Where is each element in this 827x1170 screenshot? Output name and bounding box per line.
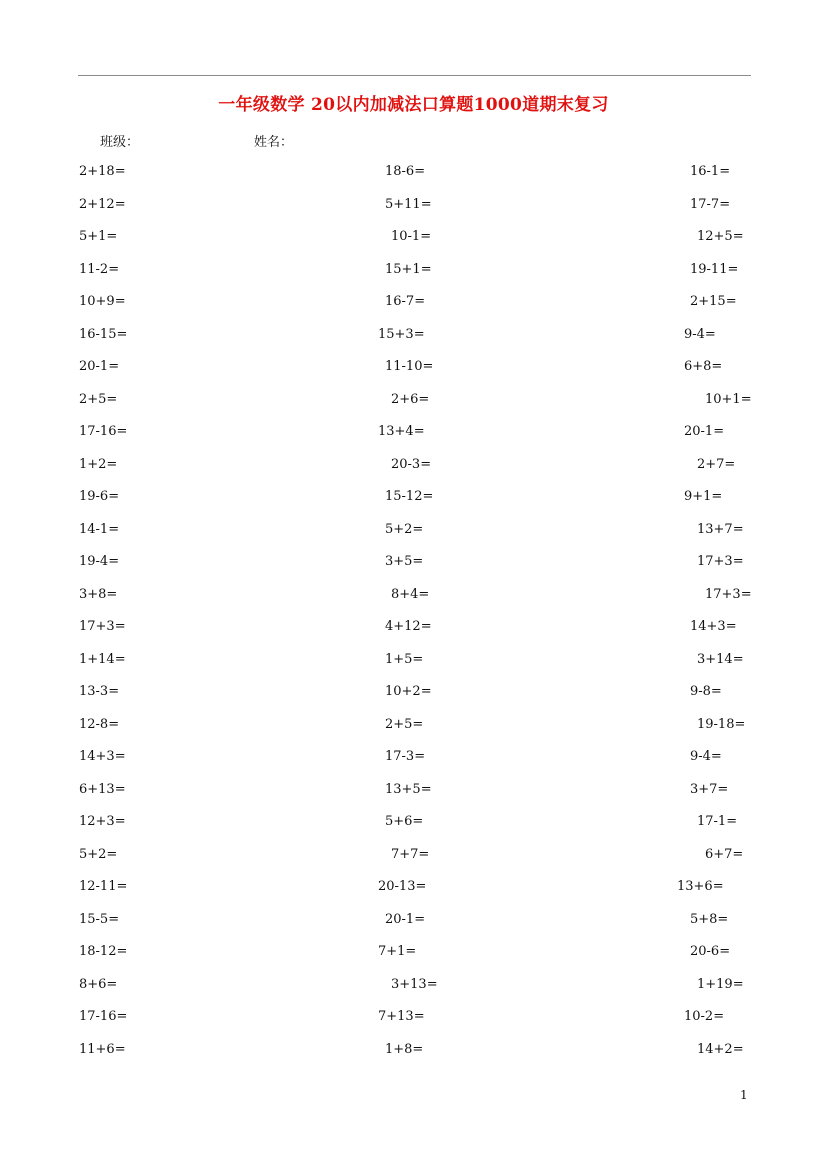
arithmetic-problem: 2+5= (79, 392, 118, 407)
arithmetic-problem: 17-3= (385, 749, 426, 764)
arithmetic-problem: 10-1= (391, 229, 432, 244)
arithmetic-problem: 20-3= (391, 457, 432, 472)
arithmetic-problem: 6+8= (684, 359, 723, 374)
arithmetic-problem: 18-6= (385, 164, 426, 179)
arithmetic-problem: 15+1= (385, 262, 432, 277)
arithmetic-problem: 1+5= (385, 652, 424, 667)
arithmetic-problem: 19-18= (697, 717, 746, 732)
arithmetic-problem: 3+13= (391, 977, 438, 992)
arithmetic-problem: 13+6= (677, 879, 724, 894)
arithmetic-problem: 7+13= (378, 1009, 425, 1024)
arithmetic-problem: 13+5= (385, 782, 432, 797)
header-rule (78, 75, 751, 76)
arithmetic-problem: 5+11= (385, 197, 432, 212)
arithmetic-problem: 2+5= (385, 717, 424, 732)
arithmetic-problem: 10+2= (385, 684, 432, 699)
arithmetic-problem: 1+14= (79, 652, 126, 667)
arithmetic-problem: 17+3= (79, 619, 126, 634)
arithmetic-problem: 17-16= (79, 424, 128, 439)
arithmetic-problem: 12+5= (697, 229, 744, 244)
arithmetic-problem: 3+8= (79, 587, 118, 602)
arithmetic-problem: 19-6= (79, 489, 120, 504)
arithmetic-problem: 7+7= (391, 847, 430, 862)
name-field-label: 姓名： (254, 135, 294, 150)
arithmetic-problem: 17-7= (690, 197, 731, 212)
arithmetic-problem: 14+3= (79, 749, 126, 764)
arithmetic-problem: 2+18= (79, 164, 126, 179)
arithmetic-problem: 8+4= (391, 587, 430, 602)
arithmetic-problem: 9+1= (684, 489, 723, 504)
arithmetic-problem: 9-8= (690, 684, 722, 699)
arithmetic-problem: 2+7= (697, 457, 736, 472)
arithmetic-problem: 3+14= (697, 652, 744, 667)
arithmetic-problem: 2+12= (79, 197, 126, 212)
arithmetic-problem: 13-3= (79, 684, 120, 699)
page-number: 1 (740, 1088, 748, 1102)
arithmetic-problem: 16-7= (385, 294, 426, 309)
arithmetic-problem: 20-6= (690, 944, 731, 959)
arithmetic-problem: 11-2= (79, 262, 120, 277)
arithmetic-problem: 12-8= (79, 717, 120, 732)
arithmetic-problem: 20-1= (385, 912, 426, 927)
arithmetic-problem: 16-1= (690, 164, 731, 179)
arithmetic-problem: 15-5= (79, 912, 120, 927)
arithmetic-problem: 5+1= (79, 229, 118, 244)
arithmetic-problem: 10-2= (684, 1009, 725, 1024)
arithmetic-problem: 18-12= (79, 944, 128, 959)
arithmetic-problem: 14+3= (690, 619, 737, 634)
arithmetic-problem: 20-13= (378, 879, 427, 894)
arithmetic-problem: 17+3= (697, 554, 744, 569)
arithmetic-problem: 14-1= (79, 522, 120, 537)
arithmetic-problem: 15-12= (385, 489, 434, 504)
arithmetic-problem: 6+7= (705, 847, 744, 862)
arithmetic-problem: 14+2= (697, 1042, 744, 1057)
arithmetic-problem: 19-4= (79, 554, 120, 569)
arithmetic-problem: 12-11= (79, 879, 128, 894)
arithmetic-problem: 5+2= (79, 847, 118, 862)
page-title: 一年级数学 20以内加减法口算题1000道期末复习 (218, 95, 609, 115)
arithmetic-problem: 10+1= (705, 392, 752, 407)
arithmetic-problem: 17+3= (705, 587, 752, 602)
arithmetic-problem: 11+6= (79, 1042, 126, 1057)
arithmetic-problem: 19-11= (690, 262, 739, 277)
class-field-label: 班级： (100, 135, 140, 150)
arithmetic-problem: 1+8= (385, 1042, 424, 1057)
arithmetic-problem: 12+3= (79, 814, 126, 829)
arithmetic-problem: 7+1= (378, 944, 417, 959)
arithmetic-problem: 5+2= (385, 522, 424, 537)
arithmetic-problem: 3+7= (690, 782, 729, 797)
arithmetic-problem: 5+6= (385, 814, 424, 829)
arithmetic-problem: 15+3= (378, 327, 425, 342)
arithmetic-problem: 9-4= (684, 327, 716, 342)
arithmetic-problem: 11-10= (385, 359, 434, 374)
arithmetic-problem: 1+2= (79, 457, 118, 472)
arithmetic-problem: 13+7= (697, 522, 744, 537)
arithmetic-problem: 4+12= (385, 619, 432, 634)
arithmetic-problem: 2+15= (690, 294, 737, 309)
arithmetic-problem: 20-1= (684, 424, 725, 439)
arithmetic-problem: 1+19= (697, 977, 744, 992)
arithmetic-problem: 2+6= (391, 392, 430, 407)
arithmetic-problem: 10+9= (79, 294, 126, 309)
arithmetic-problem: 8+6= (79, 977, 118, 992)
arithmetic-problem: 17-16= (79, 1009, 128, 1024)
arithmetic-problem: 5+8= (690, 912, 729, 927)
arithmetic-problem: 6+13= (79, 782, 126, 797)
arithmetic-problem: 13+4= (378, 424, 425, 439)
arithmetic-problem: 20-1= (79, 359, 120, 374)
arithmetic-problem: 9-4= (690, 749, 722, 764)
arithmetic-problem: 3+5= (385, 554, 424, 569)
arithmetic-problem: 16-15= (79, 327, 128, 342)
arithmetic-problem: 17-1= (697, 814, 738, 829)
